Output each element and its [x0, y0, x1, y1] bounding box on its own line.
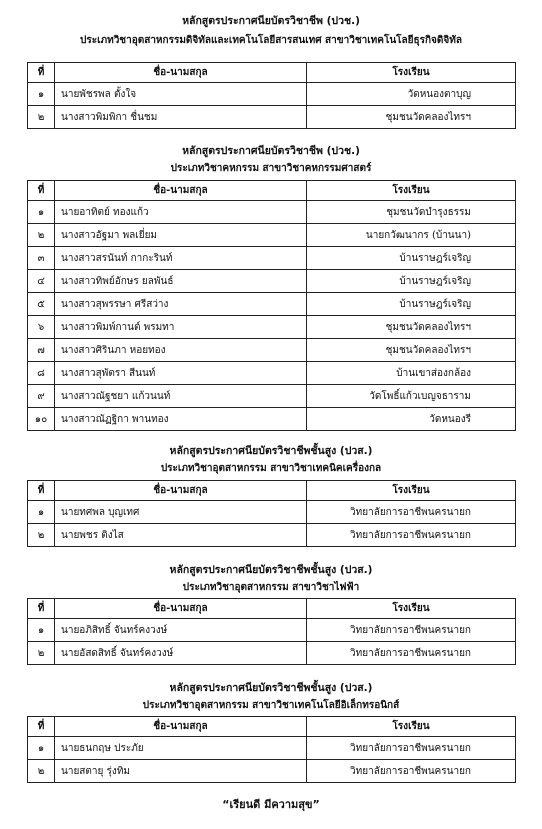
school-name: วิทยาลัยการอาชีพนครนายก — [307, 760, 516, 783]
header-name: ชื่อ-นามสกุล — [55, 181, 307, 201]
section-title: หลักสูตรประกาศนียบัตรวิชาชีพชั้นสูง (ปวส.) — [169, 445, 373, 457]
table-row — [28, 316, 516, 339]
student-name: นางสาวทิพย์อักษร ยลพันธ์ — [55, 270, 307, 293]
row-number: ๙ — [28, 385, 55, 408]
student-name: นางสาวสุพรรษา ศรีสว่าง — [55, 293, 307, 316]
section-title: หลักสูตรประกาศนียบัตรวิชาชีพ (ปวช.) — [182, 145, 360, 157]
school-name: บ้านราษฎร์เจริญ — [307, 293, 516, 316]
table-row — [28, 385, 516, 408]
section-subtitle: ประเภทวิชาอุตสาหกรรม สาขาวิชาไฟฟ้า — [182, 582, 360, 593]
school-name: วิทยาลัยการอาชีพนครนายก — [307, 619, 516, 642]
student-name: นายพัชรพล ตั้งใจ — [55, 83, 307, 106]
header-school: โรงเรียน — [307, 63, 516, 83]
row-number: ๖ — [28, 316, 55, 339]
student-name: นายพชร ติงไส — [55, 524, 307, 547]
header-name: ชื่อ-นามสกุล — [55, 63, 307, 83]
row-number: ๔ — [28, 270, 55, 293]
row-number: ๒ — [28, 106, 55, 129]
student-name: นายอภิสิทธิ์ จันทร์คงวงษ์ — [55, 619, 307, 642]
header-name: ชื่อ-นามสกุล — [55, 481, 307, 501]
school-name: วัดหนองตาบุญ — [307, 83, 516, 106]
student-name: นายอาทิตย์ ทองแก้ว — [55, 201, 307, 224]
table-row — [28, 247, 516, 270]
header-no: ที่ — [28, 599, 55, 619]
students-table-5 — [27, 716, 516, 783]
table-header-row — [28, 181, 516, 201]
section-title: หลักสูตรประกาศนียบัตรวิชาชีพ (ปวช.) — [182, 15, 360, 27]
school-name: บ้านราษฎร์เจริญ — [307, 247, 516, 270]
header-school: โรงเรียน — [307, 481, 516, 501]
row-number: ๑๐ — [28, 408, 55, 431]
school-name: นายกวัฒนากร (บ้านนา) — [307, 224, 516, 247]
header-no: ที่ — [28, 481, 55, 501]
row-number: ๗ — [28, 339, 55, 362]
row-number: ๒ — [28, 224, 55, 247]
student-name: นางสาวพิมพ์กานต์ พรมทา — [55, 316, 307, 339]
student-name: นายอัสดสิทธิ์ จันทร์คงวงษ์ — [55, 642, 307, 665]
school-name: วิทยาลัยการอาชีพนครนายก — [307, 501, 516, 524]
table-row — [28, 201, 516, 224]
section-subtitle: ประเภทวิชาอุตสาหกรรมดิจิทัลและเทคโนโลยีสารสนเทศ สาขาวิชาเทคโนโลยีธุรกิจดิจิทัล — [80, 35, 462, 46]
school-name: วัดหนองรี — [307, 408, 516, 431]
table-row — [28, 737, 516, 760]
header-school: โรงเรียน — [307, 599, 516, 619]
student-name: นางสาวศิรินภา หอยทอง — [55, 339, 307, 362]
table-row — [28, 270, 516, 293]
student-name: นายสตายุ รุ่งทิม — [55, 760, 307, 783]
section-5 — [0, 681, 542, 713]
table-header-row — [28, 63, 516, 83]
row-number: ๕ — [28, 293, 55, 316]
row-number: ๑ — [28, 737, 55, 760]
school-name: วัดโพธิ์แก้วเบญจธาราม — [307, 385, 516, 408]
row-number: ๒ — [28, 642, 55, 665]
students-table-1 — [27, 62, 516, 129]
section-4 — [0, 563, 542, 595]
section-subtitle: ประเภทวิชาคหกรรม สาขาวิชาคหกรรมศาสตร์ — [170, 163, 372, 174]
students-table-3 — [27, 480, 516, 547]
row-number: ๒ — [28, 524, 55, 547]
table-row — [28, 408, 516, 431]
school-name: ชุมชนวัดคลองไทรฯ — [307, 106, 516, 129]
student-name: นางสาวสรนันท์ กากะรินท์ — [55, 247, 307, 270]
table-row — [28, 224, 516, 247]
school-name: วิทยาลัยการอาชีพนครนายก — [307, 524, 516, 547]
table-header-row — [28, 481, 516, 501]
school-name: ชุมชนวัดคลองไทรฯ — [307, 339, 516, 362]
student-name: นายธนกฤษ ประภัย — [55, 737, 307, 760]
row-number: ๓ — [28, 247, 55, 270]
school-name: บ้านราษฎร์เจริญ — [307, 270, 516, 293]
students-table-2 — [27, 180, 516, 431]
row-number: ๑ — [28, 83, 55, 106]
header-no: ที่ — [28, 717, 55, 737]
student-name: นายทศพล บุญเทศ — [55, 501, 307, 524]
header-school: โรงเรียน — [307, 717, 516, 737]
section-title: หลักสูตรประกาศนียบัตรวิชาชีพชั้นสูง (ปวส.) — [169, 682, 373, 694]
table-header-row — [28, 717, 516, 737]
footer-motto: “เรียนดี มีความสุข” — [222, 798, 320, 811]
school-name: วิทยาลัยการอาชีพนครนายก — [307, 642, 516, 665]
section-subtitle: ประเภทวิชาอุตสาหกรรม สาขาวิชาเทคโนโลยีอิเล็กทรอนิกส์ — [142, 700, 400, 711]
table-header-row — [28, 599, 516, 619]
table-row — [28, 760, 516, 783]
student-name: นางสาวสุพัตรา สีนนท์ — [55, 362, 307, 385]
section-1 — [0, 14, 542, 48]
section-3 — [0, 444, 542, 476]
row-number: ๑ — [28, 201, 55, 224]
school-name: วิทยาลัยการอาชีพนครนายก — [307, 737, 516, 760]
header-name: ชื่อ-นามสกุล — [55, 599, 307, 619]
row-number: ๒ — [28, 760, 55, 783]
header-school: โรงเรียน — [307, 181, 516, 201]
row-number: ๑ — [28, 501, 55, 524]
table-row — [28, 501, 516, 524]
table-row — [28, 642, 516, 665]
student-name: นางสาวณัฐชยา แก้วนนท์ — [55, 385, 307, 408]
student-name: นางสาวอัฐมา พลเยี่ยม — [55, 224, 307, 247]
school-name: ชุมชนวัดคลองไทรฯ — [307, 316, 516, 339]
students-table-4 — [27, 598, 516, 665]
table-row — [28, 83, 516, 106]
section-2 — [0, 144, 542, 176]
table-row — [28, 293, 516, 316]
section-subtitle: ประเภทวิชาอุตสาหกรรม สาขาวิชาเทคนิคเครื่องกล — [160, 463, 382, 474]
student-name: นางสาวพิมพิกา ชื่นชม — [55, 106, 307, 129]
student-name: นางสาวณัฏฐิกา พานทอง — [55, 408, 307, 431]
header-name: ชื่อ-นามสกุล — [55, 717, 307, 737]
school-name: ชุมชนวัดบำรุงธรรม — [307, 201, 516, 224]
section-title: หลักสูตรประกาศนียบัตรวิชาชีพชั้นสูง (ปวส.) — [169, 564, 373, 576]
row-number: ๘ — [28, 362, 55, 385]
table-row — [28, 524, 516, 547]
table-row — [28, 619, 516, 642]
table-row — [28, 106, 516, 129]
table-row — [28, 362, 516, 385]
row-number: ๑ — [28, 619, 55, 642]
table-row — [28, 339, 516, 362]
header-no: ที่ — [28, 181, 55, 201]
header-no: ที่ — [28, 63, 55, 83]
school-name: บ้านเขาส่องกล้อง — [307, 362, 516, 385]
